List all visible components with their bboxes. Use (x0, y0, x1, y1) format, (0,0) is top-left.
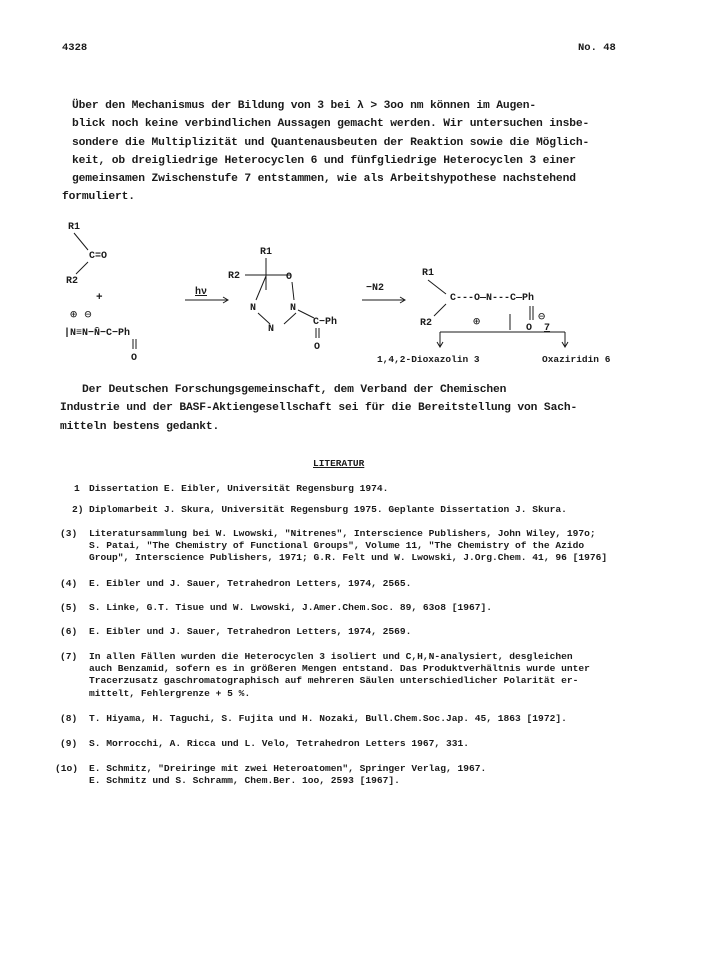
text-line: mitteln bestens gedankt. (60, 420, 220, 433)
text-line: Über den Mechanismus der Bildung von 3 bei λ > 3oo nm können im Augen- (72, 100, 537, 112)
reference-text: E. Schmitz, "Dreiringe mit zwei Heteroatomen", Springer Verlag, 1967. E. Schmitz und S. Schramm, Chem.Ber. 1oo, 2593 [1967]. (89, 763, 487, 787)
charge-symbols: ⊕ ⊖ (70, 308, 92, 322)
reference-text: E. Eibler und J. Sauer, Tetrahedron Letters, 1974, 2565. (89, 578, 412, 589)
oxygen-label: O (131, 353, 138, 364)
ring-r1-label: R1 (260, 247, 273, 258)
minus-charge: ⊖ (538, 310, 546, 324)
reference-text: E. Eibler und J. Sauer, Tetrahedron Letters, 1974, 2569. (89, 626, 412, 637)
reference-item (60, 578, 660, 592)
reference-number: (4) (60, 578, 78, 589)
paragraph-mechanism (62, 97, 638, 207)
reference-number: (7) (60, 651, 78, 662)
reference-number: 2) (72, 504, 84, 515)
r1-label: R1 (68, 222, 81, 233)
reference-item (60, 626, 660, 640)
reference-number: (3) (60, 528, 78, 539)
reference-text: Literatursammlung bei W. Lwowski, "Nitrenes", Interscience Publishers, John Wiley, 197o; S. Patai, "The Chemistry of Functional Groups", Volume 11, "The Chemistry of the Azido Group", Interscience Publishers, 1971; G.R. Felt und W. Lwowski, J.Org.Chem. 41, 96 [1976] (89, 528, 608, 564)
intermediate-formula: C---O—N---C—Ph (450, 293, 535, 304)
reference-item (60, 713, 660, 727)
text-line: gemeinsamen Zwischenstufe 7 entstammen, wie als Arbeitshypothese nachstehend (72, 173, 576, 186)
reference-number: (5) (60, 602, 78, 613)
reference-item (60, 504, 660, 518)
c-ph-label: C−Ph (313, 317, 338, 328)
carbonyl-label: C=O (89, 251, 108, 262)
reference-item (55, 763, 660, 789)
int-r1-label: R1 (422, 268, 435, 279)
r2-label: R2 (66, 276, 79, 287)
issue-number: No. 48 (578, 42, 616, 54)
reference-number: (8) (60, 713, 78, 724)
oxaziridin-label: Oxaziridin 6 (542, 354, 611, 365)
int-r2-label: R2 (420, 318, 433, 329)
hv-label: hν (195, 287, 208, 298)
reference-text: S. Morrocchi, A. Ricca und L. Velo, Tetrahedron Letters 1967, 331. (89, 738, 469, 749)
plus-charge: ⊕ (473, 315, 481, 329)
azide-formula: |N≡N−N̄−C−Ph (64, 328, 131, 339)
paragraph-acknowledgement (60, 381, 652, 436)
oxide-oxygen: O (526, 323, 533, 334)
plus-sign: + (96, 292, 103, 304)
ring-nitrogen-left: N (250, 303, 257, 314)
text-line: Industrie und der BASF-Aktiengesellschaft sei für die Bereitstellung von Sach- (60, 402, 578, 415)
ring-nitrogen-right: N (290, 303, 297, 314)
text-line: formuliert. (62, 191, 135, 204)
text-line: keit, ob dreigliedrige Heterocyclen 6 und fünfgliedrige Heterocyclen 3 einer (72, 154, 576, 167)
dioxazolin-label: 1,4,2-Dioxazolin 3 (377, 354, 480, 365)
text-line: blick noch keine verbindlichen Aussagen gemacht werden. Wir untersuchen insbe- (72, 118, 590, 131)
reference-item (60, 602, 660, 616)
text-line: sondere die Multiplizität und Quantenausbeuten der Reaktion sowie die Möglich- (72, 136, 590, 149)
ring-nitrogen-bottom: N (268, 324, 275, 335)
reference-text: T. Hiyama, H. Taguchi, S. Fujita und H. Nozaki, Bull.Chem.Soc.Jap. 45, 1863 [1972]. (89, 713, 567, 724)
reference-item (60, 651, 660, 701)
reference-text: S. Linke, G.T. Tisue und W. Lwowski, J.Amer.Chem.Soc. 89, 63o8 [1967]. (89, 602, 493, 613)
minus-n2-label: −N2 (366, 283, 385, 294)
reference-number: (1o) (55, 763, 79, 774)
literature-heading: LITERATUR (313, 458, 365, 469)
reference-item (60, 738, 660, 752)
reference-text: In allen Fällen wurden die Heterocyclen 3 isoliert und C,H,N-analysiert, desgleichen auch Benzamid, sofern es in größeren Mengen entstand. Das Produktverhältnis wurde unter Tracerzusatz gaschromatographisch auf mehreren Säulen unterschiedlicher Polarität er- mittelt, Fehlergrenze + 5 %. (89, 651, 590, 699)
reaction-scheme (60, 218, 660, 368)
compound-7-label: 7 (544, 323, 551, 334)
reference-number: (6) (60, 626, 78, 637)
ring-r2-label: R2 (228, 271, 241, 282)
reference-text: Dissertation E. Eibler, Universität Regensburg 1974. (89, 483, 389, 494)
ring-oxygen-top: O (286, 272, 293, 283)
page-number: 4328 (62, 42, 88, 54)
carbonyl-oxygen: O (314, 342, 321, 353)
text-line: Der Deutschen Forschungsgemeinschaft, dem Verband der Chemischen (82, 384, 507, 396)
reference-item (60, 483, 660, 497)
reference-text: Diplomarbeit J. Skura, Universität Regensburg 1975. Geplante Dissertation J. Skura. (89, 504, 567, 515)
reference-number: (9) (60, 738, 78, 749)
reference-number: 1 (74, 483, 80, 494)
reference-item (60, 528, 660, 566)
